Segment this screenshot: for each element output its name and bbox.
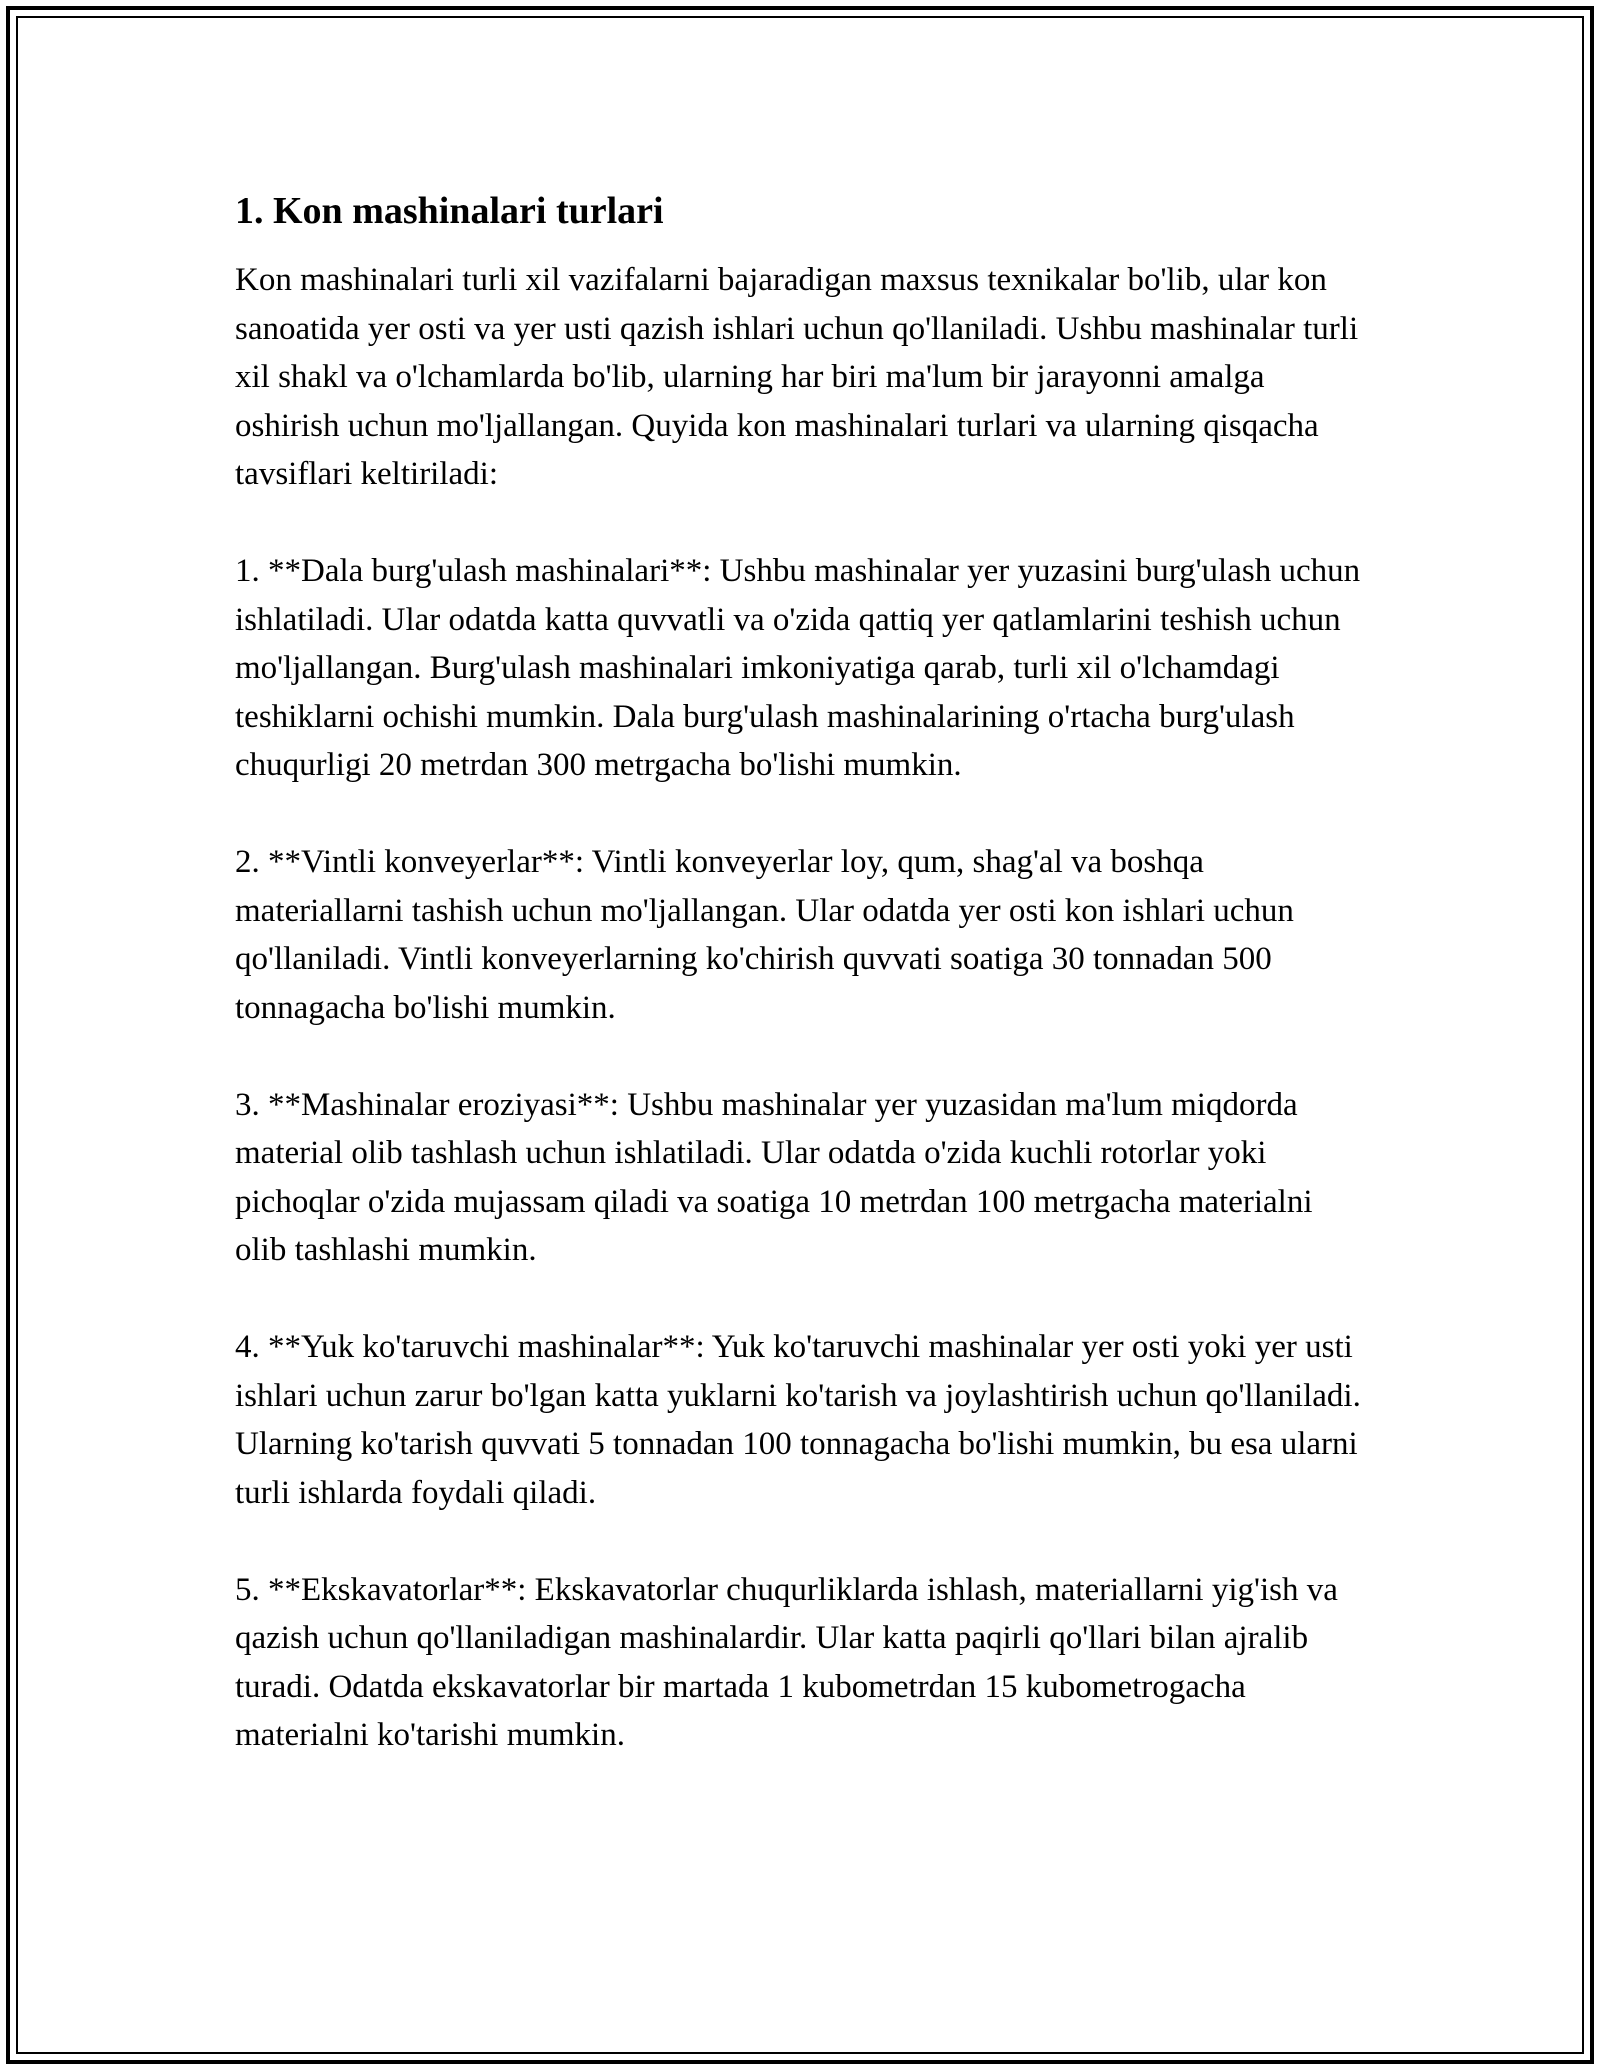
list-item-drilling-machines: 1. **Dala burg'ulash mashinalari**: Ushbu mashinalar yer yuzasini burg'ulash uchun ishlatiladi. Ular odatda katta quvvatli va o'zida qattiq yer qatlamlarini teshish uchun mo'ljallangan. Burg'ulash mashinalari imkoniyatiga qarab, turli xil o'lchamdagi teshiklarni ochishi mumkin. Dala burg'ulash mashinalarining o'rtacha burg'ulash chuqurligi 20 metrdan 300 metrgacha bo'lishi mumkin.: [235, 553, 1361, 783]
list-item-screw-conveyors: 2. **Vintli konveyerlar**: Vintli konveyerlar loy, qum, shag'al va boshqa materiallarni tashish uchun mo'ljallangan. Ular odatda yer osti kon ishlari uchun qo'llaniladi. Vintli konveyerlarning ko'chirish quvvati soatiga 30 tonnadan 500 tonnagacha bo'lishi mumkin.: [235, 844, 1294, 1026]
document-title: 1. Kon mashinalari turlari: [235, 190, 664, 232]
intro-paragraph: Kon mashinalari turli xil vazifalarni bajaradigan maxsus texnikalar bo'lib, ular kon sanoatida yer osti va yer usti qazish ishlari uchun qo'llaniladi. Ushbu mashinalar turli xil shakl va o'lchamlarda bo'lib, ularning har biri ma'lum bir jarayonni amalga oshirish uchun mo'ljallangan. Quyida kon mashinalari turlari va ularning qisqacha tavsiflari keltiriladi:: [235, 262, 1359, 492]
list-item-erosion-machines: 3. **Mashinalar eroziyasi**: Ushbu mashinalar yer yuzasidan ma'lum miqdorda material olib tashlash uchun ishlatiladi. Ular odatda o'zida kuchli rotorlar yoki pichoqlar o'zida mujassam qiladi va soatiga 10 metrdan 100 metrgacha materialni olib tashlashi mumkin.: [235, 1086, 1313, 1268]
list-item-lifting-machines: 4. **Yuk ko'taruvchi mashinalar**: Yuk ko'taruvchi mashinalar yer osti yoki yer usti ishlari uchun zarur bo'lgan katta yuklarni ko'tarish va joylashtirish uchun qo'llaniladi. Ularning ko'tarish quvvati 5 tonnadan 100 tonnagacha bo'lishi mumkin, bu esa ularni turli ishlarda foydali qiladi.: [235, 1329, 1361, 1511]
list-item-excavators: 5. **Ekskavatorlar**: Ekskavatorlar chuqurliklarda ishlash, materiallarni yig'ish va qazish uchun qo'llaniladigan mashinalardir. Ular katta paqirli qo'llari bilan ajralib turadi. Odatda ekskavatorlar bir martada 1 kubometrdan 15 kubometrogacha materialni ko'tarishi mumkin.: [235, 1571, 1338, 1753]
document-body: [235, 186, 1365, 1760]
